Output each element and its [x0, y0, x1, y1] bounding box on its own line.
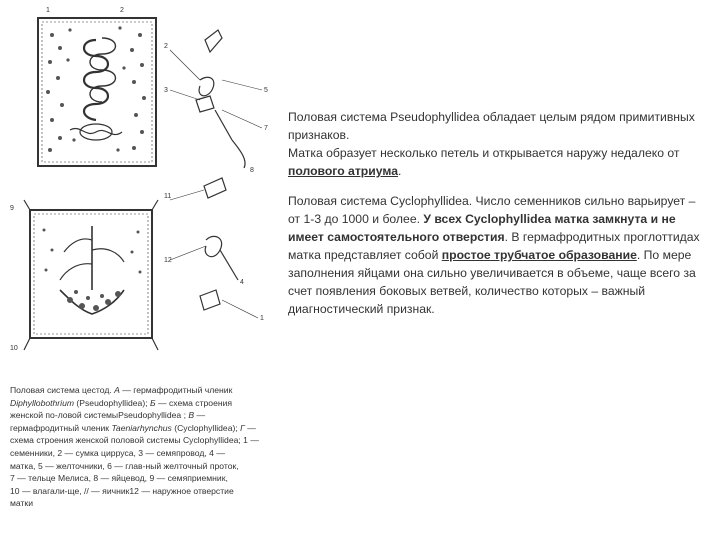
main-text	[288, 108, 706, 330]
scheme-b	[170, 30, 262, 168]
figure-label: 2	[120, 7, 124, 14]
figure-label: 5	[264, 87, 268, 94]
figure-drawing	[0, 0, 282, 380]
figure-label: 7	[264, 125, 268, 132]
figure-label: 11	[164, 193, 172, 200]
paragraph-pseudophyllidea: Половая система Pseudophyllidea обладает целым рядом примитивных признаков. Матка образует несколько петель и открывается наружу недалеко от полового атриума.	[288, 110, 695, 178]
scheme-d	[170, 178, 258, 318]
figure-label: 1	[46, 7, 50, 14]
figure-label: 2	[164, 43, 168, 50]
figure-label: 4	[240, 279, 244, 286]
proglottid-c	[24, 200, 158, 350]
figure-label: 10	[10, 345, 18, 352]
figure-label: 8	[250, 167, 254, 174]
cestode-reproductive-system-figure	[0, 0, 282, 380]
figure-label: 1	[260, 315, 264, 322]
figure-label: 12	[164, 257, 172, 264]
paragraph-cyclophyllidea: Половая система Cyclophyllidea. Число семенников сильно варьирует – от 1-3 до 1000 и более. У всех Cyclophyllidea матка замкнута и не имеет самостоятельного отверстия. В гермафродитных проглоттидах матка представляет собой простое трубчатое образование. По мере заполнения яйцами она сильно увеличивается в объеме, чаще всего за счет появления боковых ветвей, количество которых – важный диагностический признак.	[288, 194, 700, 316]
figure-caption: Половая система цестод. А — гермафродитный членик Diphyllobothrium (Pseudophyllidea); Б — схема строения женской по-ловой системыPseudophyllidea ; В — гермафродитный членик Taeniarhynchus (Cyclophyllidea); Г — схема строения женской половой системы Cyclophyllidea; 1 — семенники, 2 — сумка цирруса, 3 — семяпровод, 4 — матка, 5 — желточники, 6 — глав-ный желточный проток, 7 — тельце Мелиса, 8 — яйцевод, 9 — семяприемник, 10 — влагали-ще, // — яичник12 — наружное отверстие матки	[10, 385, 259, 509]
figure-label: 3	[164, 87, 168, 94]
figure-label: 9	[10, 205, 14, 212]
proglottid-a	[38, 18, 156, 166]
